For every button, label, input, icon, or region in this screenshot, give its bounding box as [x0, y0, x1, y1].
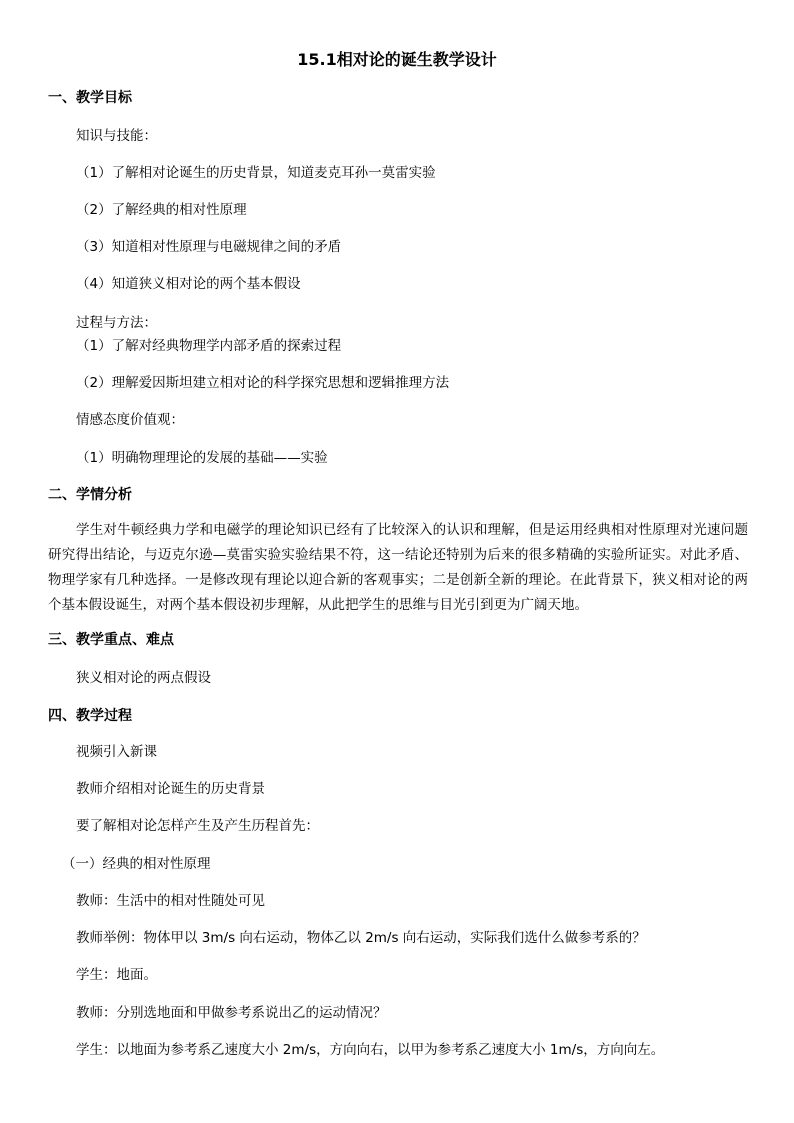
analysis-paragraph: 学生对牛顿经典力学和电磁学的理论知识已经有了比较深入的认识和理解，但是运用经典相对性原理对光速问题研究得出结论，与迈克尔逊—莫雷实验实验结果不符，这一结论还特别为后来的很多精确的实验所证实。对此矛盾、物理学家有几种选择。一是修改现有理论以迎合新的客观事实；二是创新全新的理论。在此背景下，狭义相对论的两个基本假设诞生，对两个基本假设初步理解，从此把学生的思维与目光引到更为广阔天地。: [48, 522, 748, 613]
process-line: 视频引入新课: [76, 744, 157, 760]
process-line: 教师介绍相对论诞生的历史背景: [76, 781, 265, 797]
dialogue-line: 教师举例：物体甲以 3m/s 向右运动，物体乙以 2m/s 向右运动，实际我们选什么做参考系的？: [76, 930, 646, 946]
knowledge-item: （4）知道狭义相对论的两个基本假设: [76, 276, 301, 292]
dialogue-line: 学生：以地面为参考系乙速度大小 2m/s，方向向右，以甲为参考系乙速度大小 1m/s，方向向左。: [76, 1042, 665, 1058]
emotion-label: 情感态度价值观：: [76, 412, 184, 428]
process-label: 过程与方法：: [76, 315, 157, 331]
section-heading-objectives: 一、教学目标: [48, 90, 132, 106]
section-heading-process: 四、教学过程: [48, 708, 132, 724]
knowledge-item: （1）了解相对论诞生的历史背景，知道麦克耳孙一莫雷实验: [76, 165, 436, 181]
emotion-item: （1）明确物理理论的发展的基础——实验: [76, 450, 328, 466]
section-heading-analysis: 二、学情分析: [48, 487, 132, 503]
process-item: （2）理解爱因斯坦建立相对论的科学探究思想和逻辑推理方法: [76, 375, 450, 391]
knowledge-label: 知识与技能：: [76, 128, 157, 144]
dialogue-line: 教师：生活中的相对性随处可见: [76, 893, 265, 909]
process-line: 要了解相对论怎样产生及产生历程首先：: [76, 818, 319, 834]
section-heading-key-points: 三、教学重点、难点: [48, 632, 174, 648]
knowledge-item: （3）知道相对性原理与电磁规律之间的矛盾: [76, 239, 342, 255]
process-item: （1）了解对经典物理学内部矛盾的探索过程: [76, 338, 342, 354]
page-title: 15.1相对论的诞生教学设计: [297, 50, 497, 69]
knowledge-item: （2）了解经典的相对性原理: [76, 202, 247, 218]
key-points-text: 狭义相对论的两点假设: [76, 670, 211, 686]
dialogue-line: 学生：地面。: [76, 967, 157, 983]
dialogue-line: 教师：分别选地面和甲做参考系说出乙的运动情况？: [76, 1005, 387, 1021]
subsection-heading: （一）经典的相对性原理: [62, 856, 211, 872]
